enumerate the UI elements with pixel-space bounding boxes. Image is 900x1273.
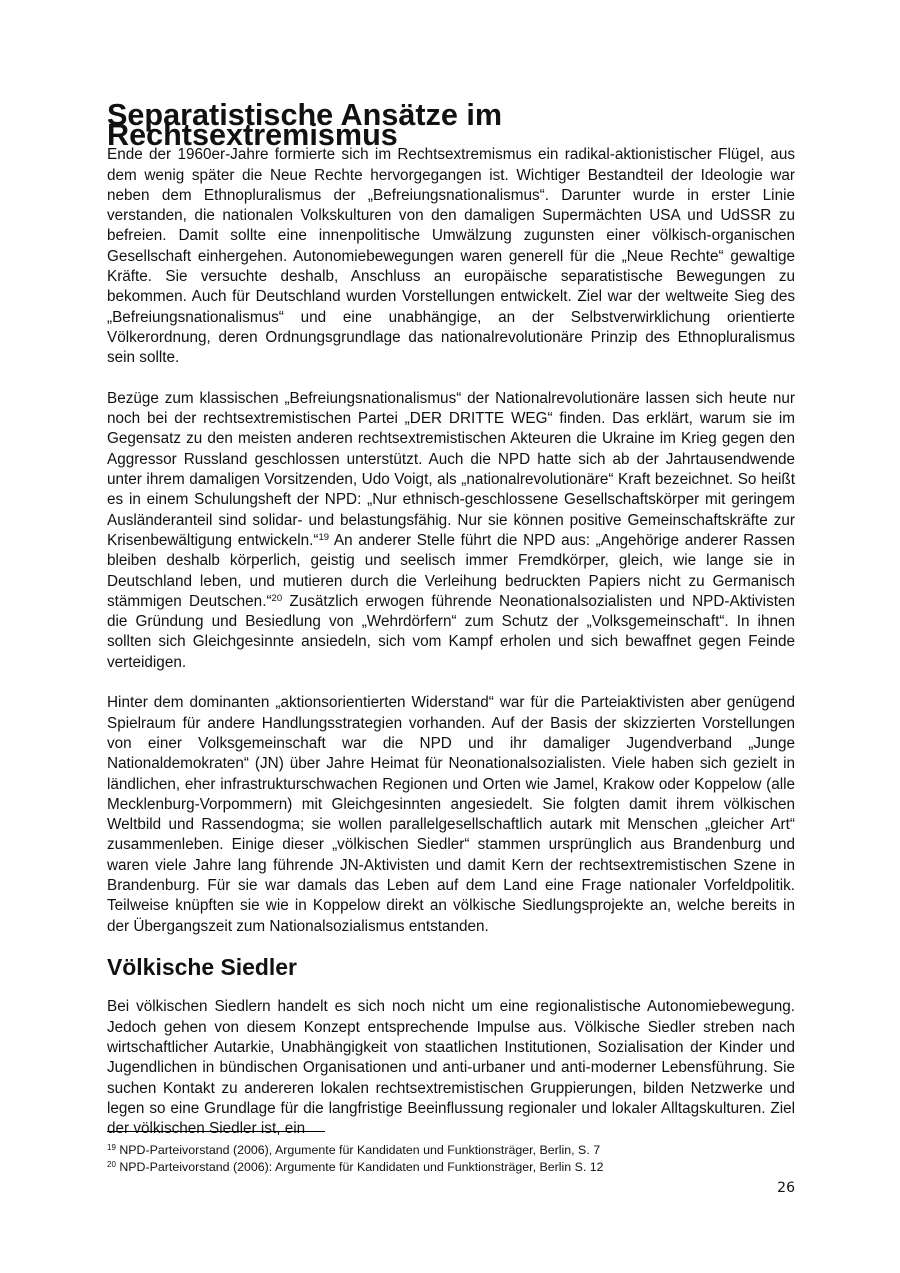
text-run: Zusätzlich erwogen führende Neonationalsozialisten und NPD-Aktivisten die Gründung und Besiedlung von „Wehrdörfern“ zum Schutz der „Volksgemeinschaft“. In ihnen sollten sich Gleichgesinnte ansiedeln, sich vom Kampf erholen und sich bewaffnet gegen Feinde verteidigen. <box>107 592 795 671</box>
page-body <box>107 98 795 1140</box>
text-run: An anderer Stelle führt die NPD aus: „Angehörige anderer Rassen bleiben deshalb körperlich, geistig und seelisch immer Fremdkörper, gleich, wie lange sie in Deutschland leben, und mutieren durch die Verleihung bedruckten Papiers nicht zu Germanisch stämmigen Deutschen.“ <box>107 531 795 610</box>
footnote-19 <box>107 1142 795 1159</box>
footnote-separator <box>107 1131 325 1132</box>
paragraph-3 <box>107 693 795 937</box>
footnote-20 <box>107 1159 795 1176</box>
text-run: Ende der 1960er-Jahre formierte sich im Rechtsextremismus ein radikal-aktionistischer Flügel, aus dem wenig später die Neue Rechte hervorgegangen ist. Wichtiger Bestandteil der Ideologie war neben dem Ethnopluralismus der „Befreiungsnationalismus“. Darunter wurde in erster Linie verstanden, die nationalen Volkskulturen von den damaligen Supermächten USA und UdSSR zu befreien. Damit sollte eine innenpolitische Umwälzung zugunsten einer völkisch-organischen Gesellschaft einhergehen. Autonomiebewegungen waren generell für die „Neue Rechte“ gewaltige Kräfte. Sie versuchte deshalb, Anschluss an europäische separatistische Bewegungen zu bekommen. Auch für Deutschland wurden Vorstellungen entwickelt. Ziel war der weltweite Sieg des „Befreiungsnationalismus“ und eine unabhängige, an der Selbstverwirklichung orientierte Völkerordnung, deren Ordnungsgrundlage das nationalrevolutionäre Prinzip des Ethnopluralismus sein sollte. <box>107 146 795 367</box>
footnotes <box>107 1142 795 1176</box>
paragraph-2 <box>107 389 795 673</box>
page-number: 26 <box>777 1180 795 1196</box>
section-heading-voelkische-siedler: Völkische Siedler <box>107 954 297 981</box>
paragraph-4 <box>107 997 795 1139</box>
footnote-reference: 19 <box>318 531 330 543</box>
section-heading-separatism: Separatistische Ansätze im Rechtsextremismus <box>107 98 503 153</box>
footnote-text: NPD-Parteivorstand (2006), Argumente für Kandidaten und Funktionsträger, Berlin, S. 7 <box>115 1143 601 1157</box>
footnote-marker: 19 <box>107 1143 116 1152</box>
footnote-reference: 20 <box>271 592 283 604</box>
text-run: Hinter dem dominanten „aktionsorientierten Widerstand“ war für die Parteiaktivisten aber genügend Spielraum für andere Handlungsstrategien vorhanden. Auf der Basis der skizzierten Vorstellungen von einer Volksgemeinschaft war die NPD und ihr damaliger Jugendverband „Junge Nationaldemokraten“ (JN) über Jahre Heimat für Neonationalsozialisten. Viele haben sich gezielt in ländlichen, eher infrastrukturschwachen Regionen und Orten wie Jamel, Krakow oder Koppelow (alle Mecklenburg-Vorpommern) mit Gleichgesinnten angesiedelt. Sie folgten damit ihrem völkischen Weltbild und Rassendogma; sie wollen parallelgesellschaftlich autark mit Menschen „gleicher Art“ zusammenleben. Einige dieser „völkischen Siedler“ stammen ursprünglich aus Brandenburg und waren viele Jahre lang führende JN-Aktivisten und damit Kern der rechtsextremistischen Szene in Brandenburg. Für sie war damals das Leben auf dem Land eine Frage nationaler Vorfeldpolitik. Teilweise knüpften sie wie in Koppelow direkt an völkische Siedlungsprojekte an, welche bereits in der Übergangszeit zum Nationalsozialismus entstanden. <box>107 694 795 935</box>
text-run: Bezüge zum klassischen „Befreiungsnationalismus“ der Nationalrevolutionäre lassen sich heute nur noch bei der rechtsextremistischen Partei „DER DRITTE WEG“ finden. Das erklärt, warum sie im Gegensatz zu den meisten anderen rechtsextremistischen Akteuren die Ukraine im Krieg gegen den Aggressor Russland geschlossen unterstützt. Auch die NPD hatte sich ab der Jahrtausendwende unter ihrem damaligen Vorsitzenden, Udo Voigt, als „nationalrevolutionäre“ Kraft bezeichnet. So heißt es in einem Schulungsheft der NPD: „Nur ethnisch-geschlossene Gesellschaftskörper mit geringem Ausländeranteil sind solidar- und belastungsfähig. Nur sie können positive Gemeinschaftskräfte zur Krisenbewältigung entwickeln.“ <box>107 389 795 549</box>
paragraph-1 <box>107 145 795 368</box>
footnote-text: NPD-Parteivorstand (2006): Argumente für Kandidaten und Funktionsträger, Berlin S. 12 <box>115 1160 604 1174</box>
footnote-marker: 20 <box>107 1160 116 1169</box>
text-run: Bei völkischen Siedlern handelt es sich noch nicht um eine regionalistische Autonomiebewegung. Jedoch gehen von diesem Konzept entsprechende Impulse aus. Völkische Siedler streben nach wirtschaftlicher Autarkie, Unabhängigkeit von staatlichen Institutionen, Sozialisation der Kinder und Jugendlichen in bündischen Organisationen und anti-urbaner und anti-moderner Lebensführung. Sie suchen Kontakt zu andereren lokalen rechtsextremistischen Gruppierungen, bilden Netzwerke und legen so eine Grundlage für die langfristige Beeinflussung regionaler und lokaler Alltagskulturen. Ziel der völkischen Siedler ist, ein <box>107 998 795 1138</box>
